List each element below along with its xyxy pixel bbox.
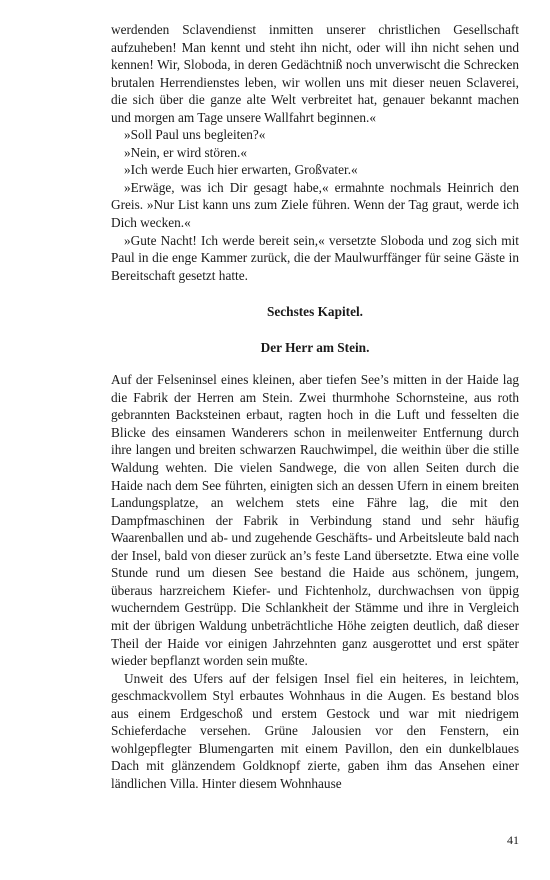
continuation-paragraph: werdenden Sclavendienst inmitten unserer christlichen Gesellschaft aufzuheben! Man kennt und steht ihn nicht, oder will ihn nicht sehen und kennen! Wir, Sloboda, in deren Gedächtniß noch unverwischt die Schrecken brutalen Herrendienstes leben, wir wollen uns mit dieser neuen Sclaverei, die sich über die ganze alte Welt verbreitet hat, genauer bekannt machen und morgen am Tage unsere Wallfahrt beginnen.« (111, 22, 519, 125)
page-number: 41 (507, 833, 519, 847)
chapter-title: Der Herr am Stein. (260, 339, 370, 355)
dialogue-line: »Gute Nacht! Ich werde bereit sein,« versetzte Sloboda und zog sich mit Paul in die enge Kammer zurück, die der Maulwurffänger für seine Gäste in Bereitschaft gesetzt hatte. (111, 232, 519, 283)
body-paragraph: Auf der Felseninsel eines kleinen, aber tiefen See’s mitten in der Haide lag die Fabrik der Herren am Stein. Zwei thurmhohe Schornsteine, aus roth gebrannten Backsteinen erbaut, ragten hoch in die Luft und fesselten die Blicke des einsamen Wanderers schon in meilenweiter Entfernung durch ihre langen und breiten schwarzen Rauchwimpel, die weithin über die stille Waldung wehten. Die vielen Sandwege, die von allen Seiten durch die Haide nach dem See führten, einigten sich an dessen Ufern in einem breiten Landungsplatze, an welchem stets eine Fähre lag, die mit den Dampfmaschinen der Fabrik in Verbindung stand und sehr häufig Waarenballen und ab- und zugehende Geschäfts- und Arbeitsleute bald nach der Insel, bald von dieser zurück an’s feste Land übersetzte. Etwa eine volle Stunde rund um diesen See bestand die Haide aus schönem, jungem, überaus harzreichem Kiefer- und Fichtenholz, durchwachsen von üppig wucherndem Gestrüpp. Die Schlankheit der Stämme und ihre in Vergleich mit der übrigen Waldung unbeträchtliche Höhe zeigten deutlich, daß dieser Theil der Haide vor einigen Jahrzehnten ganz ausgerottet und erst später wieder bepflanzt worden sein mußte. (111, 372, 519, 669)
dialogue-line: »Erwäge, was ich Dir gesagt habe,« ermahnte nochmals Heinrich den Greis. »Nur List kann uns zum Ziele führen. Wenn der Tag graut, werde ich Dich wecken.« (111, 179, 519, 231)
dialogue-line: »Soll Paul uns begleiten?« (124, 127, 266, 143)
body-paragraph: Unweit des Ufers auf der felsigen Insel fiel ein heiteres, in leichtem, geschmackvollem Styl erbautes Wohnhaus in die Augen. Es bestand blos aus einem Erdgeschoß und erstem Gestock und war mit niedrigem Schieferdache versehen. Grüne Jalousien vor den Fenstern, ein wohlgepflegter Blumengarten mit einem Pavillon, den ein dunkelblaues Dach mit glänzendem Goldknopf zierte, gaben ihm das Ansehen einer ländlichen Villa. Hinter diesem Wohnhause (111, 670, 519, 791)
chapter-heading: Sechstes Kapitel. (266, 304, 364, 320)
text-block (111, 21, 519, 792)
dialogue-line: »Ich werde Euch hier erwarten, Großvater.« (124, 162, 358, 178)
dialogue-line: »Nein, er wird stören.« (124, 144, 247, 160)
